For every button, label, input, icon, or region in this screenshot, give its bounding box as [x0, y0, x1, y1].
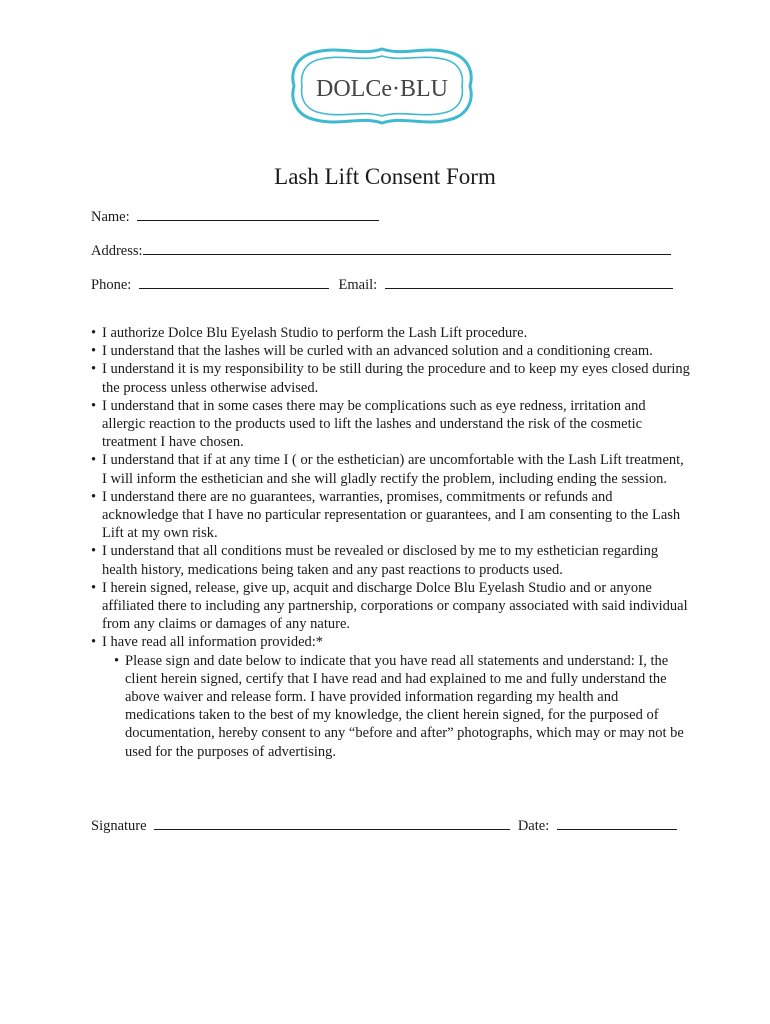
consent-statement: • I understand it is my responsibility to be still during the procedure and to keep my eyes closed during the process unless otherwise advised. — [91, 360, 691, 396]
date-label: Date: — [517, 818, 550, 834]
logo-text-right: BLU — [399, 76, 448, 102]
email-label: Email: — [338, 277, 378, 293]
phone-label: Phone: — [91, 277, 132, 293]
page-title: Lash Lift Consent Form — [274, 164, 496, 189]
read-all-text: I have read all information provided:* — [102, 634, 324, 651]
consent-statement: • I authorize Dolce Blu Eyelash Studio to perform the Lash Lift procedure. — [91, 324, 691, 342]
signature-row — [91, 815, 677, 835]
consent-statement: • I understand that if at any time I ( or the esthetician) are uncomfortable with the Lash Lift treatment, I will inform the esthetician and she will gladly rectify the problem, including ending the session. — [91, 451, 691, 487]
address-row — [91, 240, 671, 260]
contact-row — [91, 274, 673, 294]
consent-statement: • I herein signed, release, give up, acquit and discharge Dolce Blu Eyelash Studio and or anyone affiliated there to including any partnership, corporations or company associated with said individual from any claims or damages of any nature. — [91, 579, 691, 634]
consent-statement: • I understand that all conditions must be revealed or disclosed by me to my esthetician regarding health history, medications being taken and any past reactions to products used. — [91, 542, 691, 578]
signature-label: Signature — [91, 818, 147, 834]
date-field[interactable] — [557, 815, 677, 830]
dolce-blu-logo — [286, 44, 478, 128]
signature-field[interactable] — [154, 815, 510, 830]
consent-statement: • I understand that the lashes will be curled with an advanced solution and a conditioning cream. — [91, 342, 691, 360]
consent-statement: • I understand that in some cases there may be complications such as eye redness, irritation and allergic reaction to the products used to lift the lashes and understand the risk of the cosmetic treatment I have chosen. — [91, 397, 691, 452]
svg-text:DOLCe·BLU — [316, 76, 448, 102]
logo-text-left: DOLCe — [316, 76, 392, 102]
sub-statement: • Please sign and date below to indicate that you have read all statements and understand: I, the client herein signed, certify that I have read and had explained to me and fully understand the above waiver and release form. I have provided information regarding my health and medications taken to the best of my knowledge, the client herein signed, for the purposed of documentation, hereby consent to any “before and after” photographs, which may or may not be used for the purposes of advertising. — [114, 652, 691, 761]
address-field[interactable] — [143, 240, 671, 255]
sub-statement-list — [102, 652, 691, 761]
phone-field[interactable] — [139, 274, 329, 289]
consent-statement-list — [91, 324, 691, 761]
consent-statement-read-all — [91, 633, 691, 760]
logo-separator: · — [391, 76, 400, 102]
logo-frame — [286, 44, 478, 128]
name-field[interactable] — [137, 206, 379, 221]
consent-statement: • I understand there are no guarantees, warranties, promises, commitments or refunds and acknowledge that I have no particular representation or guarantees, and I am consenting to the Lash Lift at my own risk. — [91, 488, 691, 543]
address-label: Address: — [91, 243, 143, 259]
name-row — [91, 206, 379, 226]
email-field[interactable] — [385, 274, 673, 289]
name-label: Name: — [91, 209, 130, 225]
